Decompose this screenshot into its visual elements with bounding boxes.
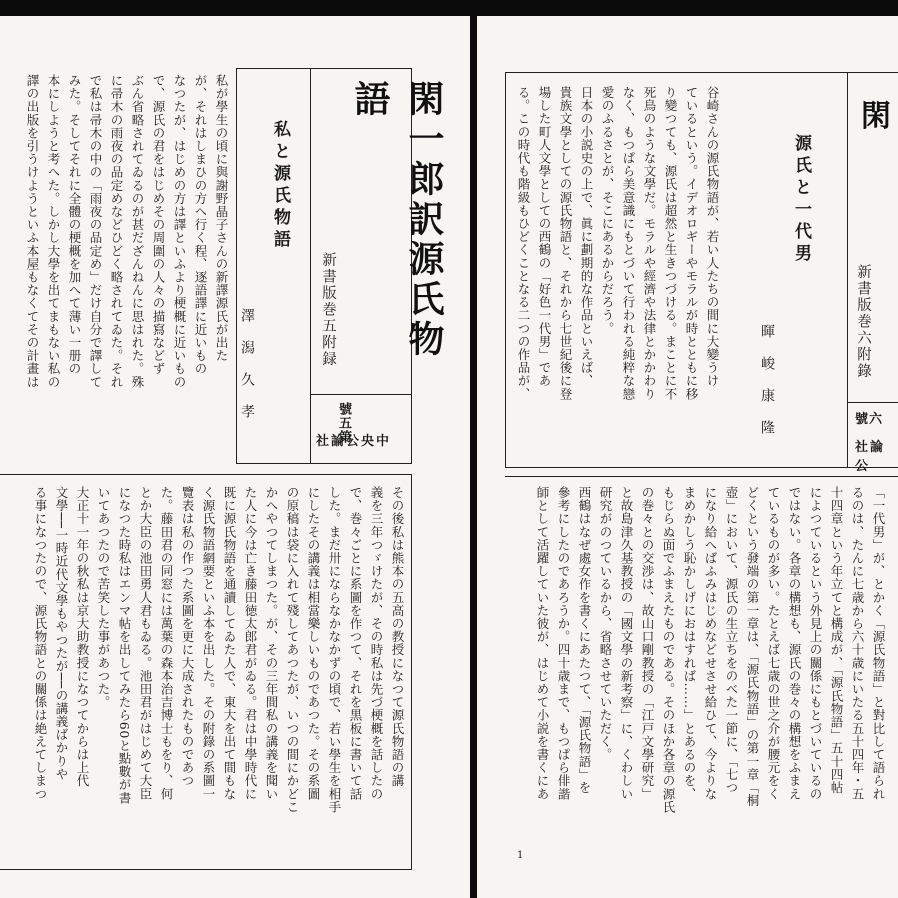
text-column: なつたが、はじめの方は譯といふより梗概に近いもの — [172, 74, 187, 389]
left-essay-bottom-body — [4, 486, 408, 862]
text-column: になつた時私はエンマ帖を出してみたら60と點數が書 — [117, 486, 132, 805]
text-column: 愛のふるさとが、そこにあるからだろう。 — [600, 86, 615, 335]
left-series-calligraphy: 閑一郎訳源氏物語 — [349, 80, 445, 360]
right-essay-bottom-body — [511, 486, 889, 846]
text-column: で私は帚木の中の「雨夜の品定め」だけ自分で譯して — [88, 74, 103, 389]
left-publisher-horizontal: 社論公央中 — [316, 434, 392, 449]
text-column: の巻々との交渉は、故山口剛教授の「江戸文學研究」 — [640, 486, 655, 801]
text-column: 師として活躍していた彼が、はじめて小説を書くにあ — [535, 486, 550, 801]
text-column: によつているという外見上の關係にもとづいているの — [808, 486, 823, 801]
text-column: る事になつたので、源氏物語との關係は絶えてしまつ — [33, 486, 48, 801]
text-column: く源氏物語網要といふ本を出した。その附錄の系圖一 — [201, 486, 216, 801]
text-column: で、巻々ごとに系圖を作つて、それを黒板に書いて話 — [348, 486, 363, 801]
left-issue-label: 號五第 — [336, 402, 351, 444]
text-column: とか大臣の池田勇人君もゐる。池田君がはじめて大臣 — [138, 486, 153, 801]
text-column: 本にしようと考へた。しかし大學を出てまもない私の — [46, 74, 61, 389]
right-publisher: 社論公 — [855, 440, 886, 474]
text-column: で、源氏の君をはじめその周圍の人々の描寫などず — [151, 74, 166, 376]
text-column: 義を三年つゞけたが、その時私は先づ梗概を話したの — [369, 486, 384, 801]
text-column: ているという。イデオロギーやモラルが時とともに移 — [684, 86, 699, 401]
text-column: 貴族文學としての源氏物語と、それから七世紀後に登 — [558, 86, 573, 401]
text-column: ぶん省略されてゐるのが甚だざんねんに思はれた。殊 — [130, 74, 145, 389]
text-column: るのは、たんに七歳から六十歳にいたる五十四年・五 — [850, 486, 865, 801]
text-column: なく、もつぱら美意識にもとづいて行われる純粹な戀 — [621, 86, 636, 401]
left-series-subtitle: 新書版巻五附録 — [320, 252, 336, 368]
text-column: た人に今は亡き藤田徳太郎君がゐる。君は中學時代に — [243, 486, 258, 801]
text-column: まめかしう恥かしげにおはすれば……」とあるのを、 — [682, 486, 697, 801]
text-column: もじらぬ面でふまえたものである。そのほか各章の源氏 — [661, 486, 676, 814]
text-column: 場した町人文學としての西鶴の「好色一代男」であ — [537, 86, 552, 388]
text-column: 十四章という年立てと構成が、「源氏物語」五十四帖 — [829, 486, 844, 795]
right-bottom-rule — [505, 476, 898, 477]
text-column: り變つても、源氏は超然と生きつづける。まことに不 — [663, 86, 678, 401]
right-series-subtitle: 新書版巻六附錄 — [855, 264, 871, 380]
text-column: 谷崎さんの源氏物語が、若い人たちの間に大變うけ — [705, 86, 720, 388]
left-essay-top-body — [2, 74, 232, 464]
text-column: みた。そしてそれに全體の梗概を加へて薄い一册の — [67, 74, 82, 376]
text-column: 覽表は私の作つた系圖を更に大成されたものであつ — [180, 486, 195, 788]
right-page — [477, 16, 898, 898]
text-column: いてあつたので苦笑した事があつた。 — [96, 486, 111, 709]
text-column: 私が學生の頃に與謝野晶子さんの新譯源氏が出た — [214, 74, 229, 363]
left-page — [0, 16, 470, 898]
right-essay-title: 源氏と一代男 — [791, 134, 811, 266]
text-column: 既に源氏物語を通讀してゐた人で、東大を出て間もな — [222, 486, 237, 801]
right-essay-author: 暉峻康隆 — [759, 324, 775, 452]
text-column: ているものが多い。たとえば七歳の世之介が腰元をく — [766, 486, 781, 801]
text-column: その後私は熊本の五高の教授になつて源氏物語の講 — [390, 486, 405, 788]
text-column: 壺」において、源氏の生立ちをのべた一節に、「七つ — [724, 486, 739, 795]
text-column: と故島津久基教授の「國文學の新考察」に、くわしい — [619, 486, 634, 801]
right-essay-top-body — [511, 86, 723, 462]
text-column: 「一代男」が、とかく「源氏物語」と對比して語られ — [871, 486, 886, 801]
text-column: 研究がのつているから、省略させていただく。 — [598, 486, 613, 762]
text-column: かへやつてしまつた。が、その三年間私の講義を聞い — [264, 486, 279, 801]
text-column: にしたその講義は相當樂しいものであつた。その系圖 — [306, 486, 321, 801]
text-column: 參考にしたのであろうか。四十歳まで、もつぱら俳諧 — [556, 486, 571, 801]
right-header-divider — [847, 72, 848, 468]
text-column: 文學──一時近代文學もやつたが──の講義ばかりや — [54, 486, 69, 781]
text-column: 日本の小説史の上で、眞に劃期的な作品といえば、 — [579, 86, 594, 388]
text-column: 大正十一年の秋私は京大助教授になつてからは上代 — [75, 486, 90, 788]
text-column: どくという發端の第一章は、「源氏物語」の第一章「桐 — [745, 486, 760, 808]
text-column: の原稿は袋に入れて殘してあつたが、いつの間にかどこ — [285, 486, 300, 814]
text-column: した。まだ卅にならなかなかずの頃で、若い學生を相手 — [327, 486, 342, 814]
left-pub-divider — [310, 394, 412, 395]
text-column: になり給へばふみはじめなどせさせ給ひて、今よりな — [703, 486, 718, 801]
text-column: 死鳥のような文學だ。モラルや經濟や法律とかかわり — [642, 86, 657, 401]
right-series-calligraphy-fragment: 閑 — [861, 99, 895, 134]
text-column: 譯の出版を引うけようといふ本屋もなくてその計畫は — [25, 74, 40, 389]
left-header-divider — [310, 68, 311, 464]
text-column: た。藤田君の同窓には萬葉の森本治吉博士もをり、何 — [159, 486, 174, 801]
left-essay-title: 私と源氏物語 — [270, 120, 290, 252]
left-essay-author: 澤潟久孝 — [239, 308, 255, 436]
text-column: る。この時代も階級もひどくことなる二つの作品が、 — [516, 86, 531, 401]
right-issue-label: 號六 — [855, 412, 884, 427]
text-column: が、それはしまひの方へ行く程、逐語譯に近いもの — [193, 74, 208, 376]
text-column: 西鶴はなぜ處女作を書くにあたつて、「源氏物語」を — [577, 486, 592, 795]
text-column: ではない。各章の構想も、源氏の巻々の構想をふまえ — [787, 486, 802, 801]
text-column: に帚木の雨夜の品定めなどひどく略されてゐた。それ — [109, 74, 124, 389]
page-number: 1 — [517, 850, 524, 861]
